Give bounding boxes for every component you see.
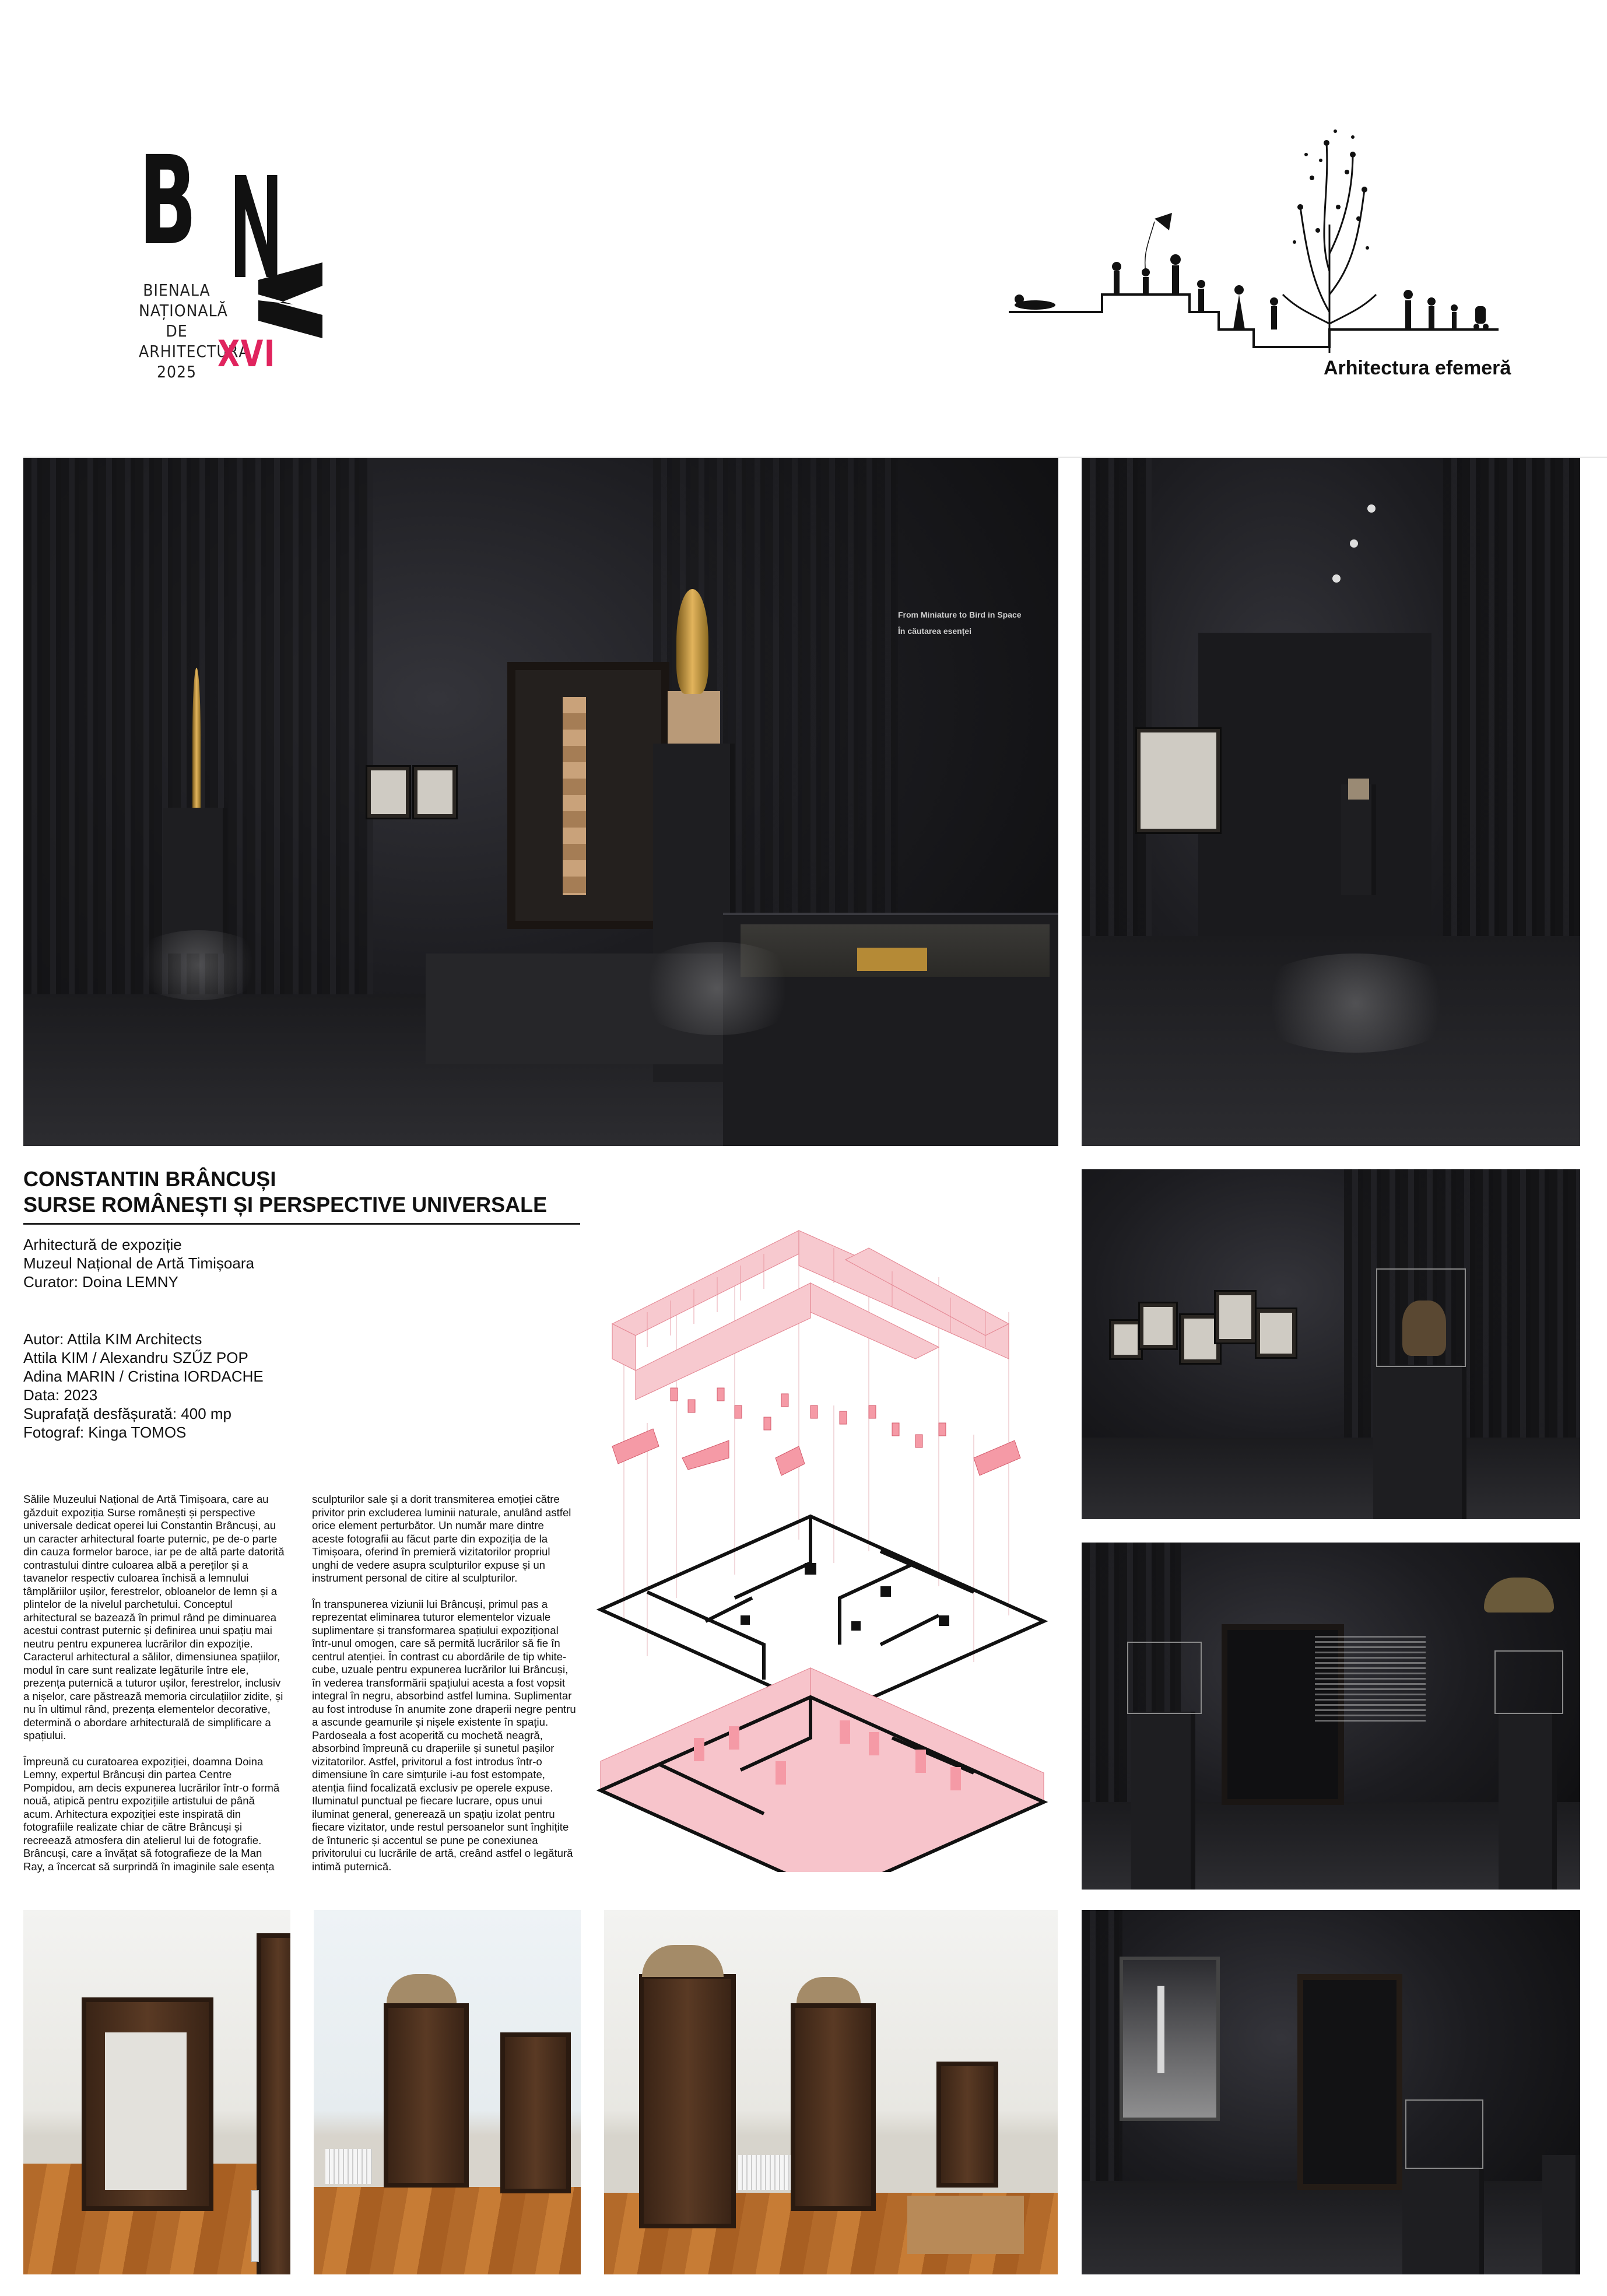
description-paragraph: Împreună cu curatoarea expoziției, doamna Doina Lemny, expertul Brâncuși din partea Centre Pompidou, am decis expunerea lucrărilor într-o formă nouă, atipică pentru expozițiile artistului de până acum. Arhitectura expoziției este inspirată din fotografiile realizate chiar de către Brâncuși și recreează atmosfera din atelierul lui de fotografie. Brâncuși, care a învățat să fotografieze de la Man Ray, a încercat să surprindă în imaginile sale esența [23, 1755, 280, 1873]
description-paragraph: Sălile Muzeului Național de Artă Timișoara, care au găzduit expoziția Surse românești și perspective universale dedicat operei lui Constantin Brâncuși, au un caracter arhitectural foarte puternic, pe de-o parte din cauza formelor baroce, iar pe de altă parte datorită contrastului dintre culoarea albă a pereților și a tavanelor respectiv culoarea închisă a lemnului tâmplăriilor ușilor, ferestrelor, obloanelor de lemn și a plintelor de la nivelul parchetului. Conceptul arhitectural se bazează în primul rând pe diminuarea acestui contrast puternic și definirea unui spațiu mai neutru pentru expunerea lucrărilor din expoziție. Caracterul arhitectural a sălilor, dimensiunea spațiilor, modul în care sunt realizate legăturile între ele, prezența puternică a tuturor ușilor, ferestrelor, inclusiv a nișelor, care păstrează memoria circulațiilor zidite, și nu în ultimul rând, prezența elementelor decorative, determină o abordare arhitecturală de simplificare a spațiului. [23, 1493, 285, 1741]
logo-na-shape [235, 175, 340, 350]
credits-team-2: Adina MARIN / Cristina IORDACHE [23, 1368, 264, 1385]
description-paragraph: sculpturilor sale și a dorit transmiterea emoției către privitor prin excluderea luminii naturale, anulând astfel orice element perturbător. Un număr mare dintre aceste fotografii au făcut parte din expoziția de la Timișoara, oferind în premieră vizitatorilor propriul unghi de vedere asupra sculpturilor expuse și un instrument personal de citire al sculpturilor. [312, 1493, 571, 1584]
logo-edition: XVI [217, 332, 276, 375]
info-venue: Muzeul Național de Artă Timișoara [23, 1254, 254, 1272]
logo-line-5: 2025 [156, 362, 197, 381]
project-credits-block [23, 1330, 264, 1442]
section-caption: Arhitectura efemeră [1324, 357, 1511, 379]
logo-letter-b: B [139, 129, 195, 272]
photo-before-white-room-doors [23, 1910, 290, 2274]
title-divider [23, 1223, 580, 1225]
description-column-2 [312, 1493, 577, 1886]
logo-line-3: DE [166, 321, 188, 341]
info-curator: Curator: Doina LEMNY [23, 1273, 178, 1291]
photo-exhibition-main-hall [23, 458, 1058, 1146]
project-title-line-1: CONSTANTIN BRÂNCUȘI [23, 1167, 276, 1191]
photo-corridor-framed-photo [1082, 458, 1580, 1146]
photo-large-print-and-cases [1082, 1910, 1580, 2274]
ephemeral-architecture-illustration [1003, 120, 1528, 364]
project-title-line-2: SURSE ROMÂNEȘTI ȘI PERSPECTIVE UNIVERSALE [23, 1193, 548, 1217]
photo-sculpture-display-case [1082, 1169, 1580, 1519]
credits-photographer: Fotograf: Kinga TOMOS [23, 1424, 187, 1441]
exploded-axonometric-diagram [589, 1213, 1055, 1872]
project-title [23, 1166, 547, 1218]
wall-text-heading-ro: În căutarea esenței [898, 626, 972, 636]
info-category: Arhitectură de expoziție [23, 1236, 182, 1253]
credits-team-1: Attila KIM / Alexandru SZŰZ POP [23, 1349, 248, 1366]
logo-line-2: NAȚIONALĂ [139, 301, 228, 320]
photo-dark-room-pedestals [1082, 1543, 1580, 1890]
photo-before-white-room-wide [604, 1910, 1058, 2274]
wall-text-panel [898, 609, 1055, 884]
description-paragraph: În transpunerea viziunii lui Brâncuși, primul pas a reprezentat eliminarea tuturor elementelor vizuale suplimentare și transformarea spațiului expozițional într-unul omogen, care să permită lucrărilor să fie în centrul atenției. În contrast cu abordările de tip white-cube, uzuale pentru expunerea lucrărilor lui Brâncuși, în vederea transformării spațiului acesta a fost vopsit integral în negru, absorbind astfel lumina. Suplimentar au fost introduse în anumite zone draperii negre pentru a ascunde geamurile și nișele existente în spațiu. Pardoseala a fost acoperită cu mochetă neagră, absorbind împreună cu draperiile și sunetul pașilor vizitatorilor. Astfel, privitorul a fost introdus într-o dimensiune în care simțurile i-au fost estompate, atenția fiind focalizată exclusiv pe operele expuse. Iluminatul punctual pe fiecare lucrare, opus unui iluminat general, generează un spațiu izolat pentru fiecare vizitator, unde restul persoanelor sunt înghițite de întuneric și accentul se pune pe conexiunea privitorului cu lucrările de artă, creând astfel o legătură intimă puternică. [312, 1597, 576, 1873]
photo-before-white-room-arch [314, 1910, 581, 2274]
logo-line-4: ARHITECTURĂ [139, 342, 250, 361]
description-column-1 [23, 1493, 286, 1886]
credits-author: Autor: Attila KIM Architects [23, 1330, 202, 1348]
credits-date: Data: 2023 [23, 1386, 98, 1404]
project-info-block [23, 1235, 254, 1291]
logo-line-1: BIENALA [143, 281, 210, 300]
credits-area: Suprafață desfășurată: 400 mp [23, 1405, 232, 1422]
wall-text-heading-en: From Miniature to Bird in Space [898, 610, 1022, 619]
bna-logo [139, 129, 349, 397]
